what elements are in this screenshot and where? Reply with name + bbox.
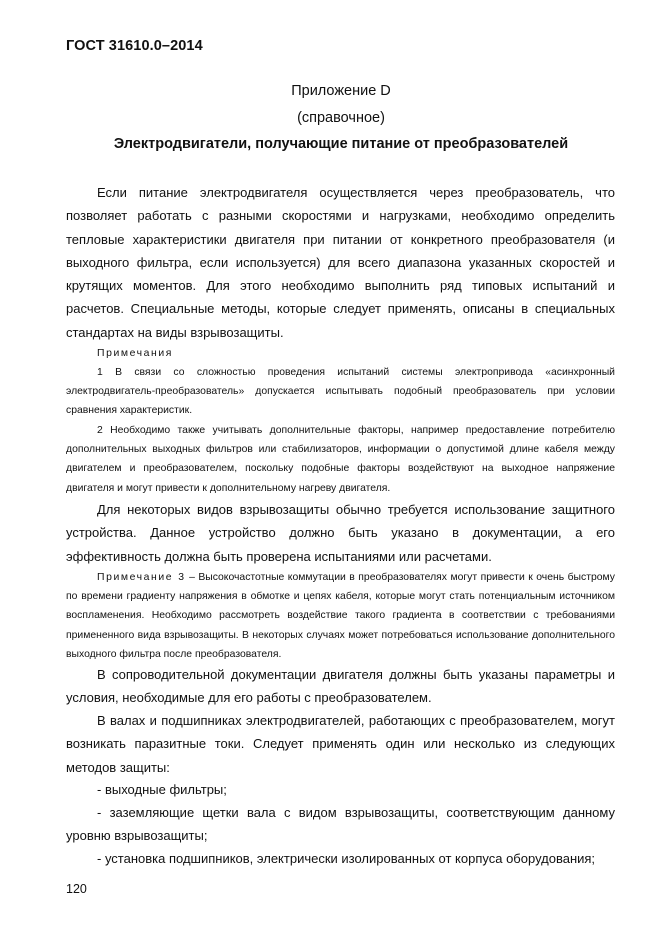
note-3 <box>66 568 615 664</box>
paragraph-documentation: В сопроводительной документации двигателя должны быть указаны параметры и условия, необходимые для его работы с преобразователем. <box>66 667 615 706</box>
list-item: - установка подшипников, электрически изолированных от корпуса оборудования; <box>97 851 596 866</box>
list-item: - заземляющие щетки вала с видом взрывозащиты, соответствующим данному уровню взрывозащиты; <box>66 805 615 844</box>
paragraph-protective-device: Для некоторых видов взрывозащиты обычно требуется использование защитного устройства. Данное устройство должно быть указано в документации, а его эффективность должна быть проверена испытаниями или расчетами. <box>66 502 615 564</box>
paragraph-converter-supply: Если питание электродвигателя осуществляется через преобразователь, что позволяет работать с разными скоростями и нагрузками, необходимо определить тепловые характеристики двигателя при питании от конкретного преобразователя (и выходного фильтра, если используется) для всего диапазона указанных скоростей и крутящих моментов. Для этого необходимо выполнить ряд типовых испытаний и расчетов. Специальные методы, которые следует применять, описаны в специальных стандартах на виды взрывозащиты. <box>66 185 615 340</box>
appendix-title: Электродвигатели, получающие питание от преобразователей <box>113 136 569 152</box>
paragraph-stray-currents: В валах и подшипниках электродвигателей, работающих с преобразователем, могут возникать паразитные токи. Следует применять один или несколько из следующих методов защиты: <box>66 713 615 775</box>
notes-heading: Примечания <box>97 348 173 359</box>
note-2: 2 Необходимо также учитывать дополнительные факторы, например предоставление потребителю дополнительных выходных фильтров или стабилизаторов, информации о допустимой длине кабеля между двигателем и преобразователем, поскольку подобные факторы воздействуют на выходное напряжение двигателя и могут привести к дополнительному нагреву двигателя. <box>66 425 615 494</box>
note-1: 1 В связи со сложностью проведения испытаний системы электропривода «асинхронный электродвигатель-преобразователь» допускается испытывать подобный преобразователь при условии сравнения характеристик. <box>66 367 615 417</box>
note-3-text: – Высокочастотные коммутации в преобразователях могут привести к очень быстрому по времени градиенту напряжения в обмотке и цепях кабеля, которые могут стать потенциальным источником воспламенения. Необходимо рассмотреть воздействие такого градиента в соответствии с требованиями примененного вида взрывозащиты. В некоторых случаях может потребоваться использование дополнительного выходного фильтра после преобразователя. <box>66 572 615 660</box>
note-3-label: Примечание 3 <box>97 572 186 583</box>
list-item: - выходные фильтры; <box>97 782 227 797</box>
document-header: ГОСТ 31610.0–2014 <box>66 38 203 54</box>
page-number: 120 <box>66 882 87 896</box>
appendix-type: (справочное) <box>297 110 385 126</box>
appendix-label: Приложение D <box>291 83 391 99</box>
